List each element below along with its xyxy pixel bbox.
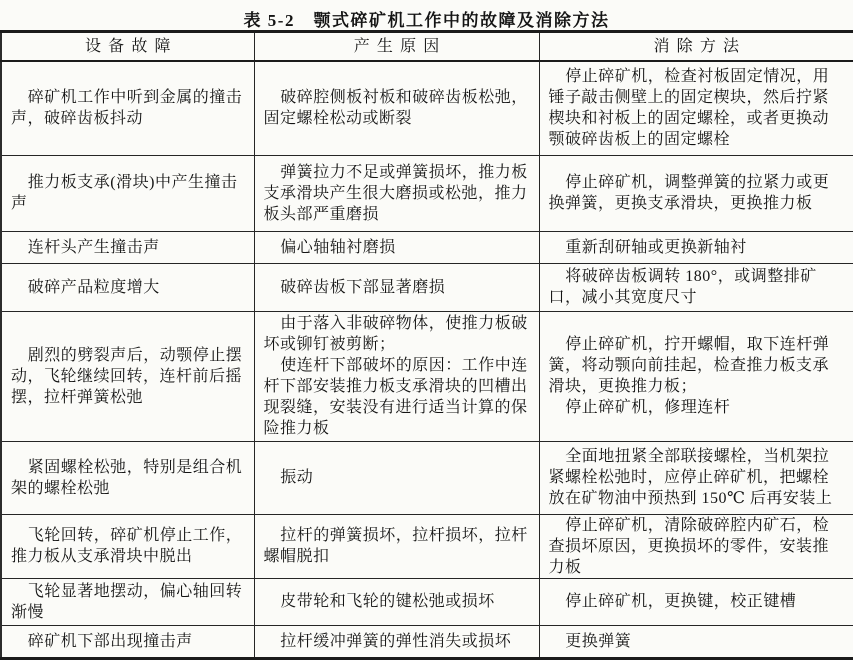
header-row bbox=[1, 32, 853, 62]
fault-cell: 紧固螺栓松弛，特别是组合机架的螺栓松弛 bbox=[1, 441, 254, 514]
header-equipment-fault: 设备故障 bbox=[1, 32, 254, 62]
table-row bbox=[1, 514, 853, 578]
cause-cell: 由于落入非破碎物体，使推力板破坏或铆钉被剪断； 使连杆下部破坏的原因：工作中连杆下部安装推力板支承滑块的凹槽出现裂缝，安装没有进行适当计算的保险推力板 bbox=[254, 311, 539, 441]
remedy-cell: 停止碎矿机，更换键，校正键槽 bbox=[539, 578, 853, 625]
fault-cell: 飞轮回转，碎矿机停止工作，推力板从支承滑块中脱出 bbox=[1, 514, 254, 578]
fault-cell: 连杆头产生撞击声 bbox=[1, 231, 254, 263]
table-row bbox=[1, 311, 853, 441]
cause-cell: 偏心轴轴衬磨损 bbox=[254, 231, 539, 263]
table-row bbox=[1, 155, 853, 231]
cause-cell: 皮带轮和飞轮的键松弛或损坏 bbox=[254, 578, 539, 625]
cause-cell: 振动 bbox=[254, 441, 539, 514]
table-row bbox=[1, 578, 853, 625]
cause-cell: 拉杆缓冲弹簧的弹性消失或损坏 bbox=[254, 625, 539, 658]
table-row bbox=[1, 441, 853, 514]
fault-cell: 飞轮显著地摆动，偏心轴回转渐慢 bbox=[1, 578, 254, 625]
cause-cell: 破碎齿板下部显著磨损 bbox=[254, 263, 539, 311]
table-row bbox=[1, 231, 853, 263]
fault-cell: 推力板支承(滑块)中产生撞击声 bbox=[1, 155, 254, 231]
cause-cell: 拉杆的弹簧损坏，拉杆损坏，拉杆螺帽脱扣 bbox=[254, 514, 539, 578]
remedy-cell: 将破碎齿板调转 180°，或调整排矿口，减小其宽度尺寸 bbox=[539, 263, 853, 311]
table-row bbox=[1, 61, 853, 155]
fault-cell: 碎矿机工作中听到金属的撞击声，破碎齿板抖动 bbox=[1, 61, 254, 155]
header-cause: 产生原因 bbox=[254, 32, 539, 62]
remedy-cell: 更换弹簧 bbox=[539, 625, 853, 658]
fault-cell: 剧烈的劈裂声后，动颚停止摆动，飞轮继续回转，连杆前后摇摆，拉杆弹簧松弛 bbox=[1, 311, 254, 441]
table-row bbox=[1, 625, 853, 658]
cause-cell: 破碎腔侧板衬板和破碎齿板松弛，固定螺栓松动或断裂 bbox=[254, 61, 539, 155]
remedy-cell: 停止碎矿机，拧开螺帽，取下连杆弹簧，将动颚向前挂起，检查推力板支承滑块，更换推力板； 停止碎矿机，修理连杆 bbox=[539, 311, 853, 441]
remedy-cell: 停止碎矿机，清除破碎腔内矿石，检查损坏原因，更换损坏的零件，安装推力板 bbox=[539, 514, 853, 578]
fault-cell: 破碎产品粒度增大 bbox=[1, 263, 254, 311]
remedy-cell: 重新刮研轴或更换新轴衬 bbox=[539, 231, 853, 263]
remedy-cell: 停止碎矿机，检查衬板固定情况，用锤子敲击侧壁上的固定楔块，然后拧紧楔块和衬板上的固定螺栓，或者更换动颚破碎齿板上的固定螺栓 bbox=[539, 61, 853, 155]
fault-remedy-table bbox=[0, 30, 853, 660]
remedy-cell: 停止碎矿机，调整弹簧的拉紧力或更换弹簧，更换支承滑块，更换推力板 bbox=[539, 155, 853, 231]
page-title: 表 5-2 颚式碎矿机工作中的故障及消除方法 bbox=[243, 11, 610, 30]
remedy-cell: 全面地扭紧全部联接螺栓，当机架拉紧螺栓松弛时，应停止碎矿机，把螺栓放在矿物油中预热到 150℃ 后再安装上 bbox=[539, 441, 853, 514]
header-remedy: 消除方法 bbox=[539, 32, 853, 62]
table-row bbox=[1, 263, 853, 311]
cause-cell: 弹簧拉力不足或弹簧损坏，推力板支承滑块产生很大磨损或松弛，推力板头部严重磨损 bbox=[254, 155, 539, 231]
table-header bbox=[1, 32, 853, 62]
fault-cell: 碎矿机下部出现撞击声 bbox=[1, 625, 254, 658]
